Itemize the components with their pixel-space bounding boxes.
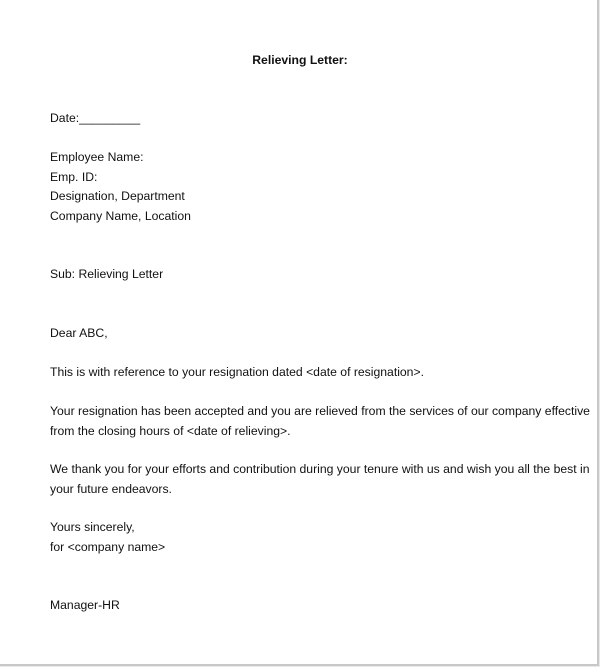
letter-title: Relieving Letter: [252, 53, 348, 67]
date-line: Date:_________ [50, 111, 141, 125]
designation-line: Designation, Department [50, 189, 185, 203]
salutation: Dear ABC, [50, 326, 108, 340]
paragraph-acceptance-line-1: Your resignation has been accepted and you are relieved from the services of our company effective [50, 404, 590, 418]
sender-company: for <company name> [50, 540, 166, 554]
company-location-line: Company Name, Location [50, 209, 191, 223]
subject-line: Sub: Relieving Letter [50, 267, 164, 281]
employee-name-line: Employee Name: [50, 150, 144, 164]
emp-id-line: Emp. ID: [50, 170, 98, 184]
closing: Yours sincerely, [50, 520, 135, 534]
paragraph-thanks-line-2: your future endeavors. [50, 482, 172, 496]
signatory: Manager-HR [50, 598, 120, 612]
paragraph-acceptance-line-2: from the closing hours of <date of relieving>. [50, 424, 291, 438]
paragraph-thanks-line-1: We thank you for your efforts and contribution during your tenure with us and wish you all the best in [50, 462, 590, 476]
paragraph-resignation-reference: This is with reference to your resignation dated <date of resignation>. [50, 365, 424, 379]
